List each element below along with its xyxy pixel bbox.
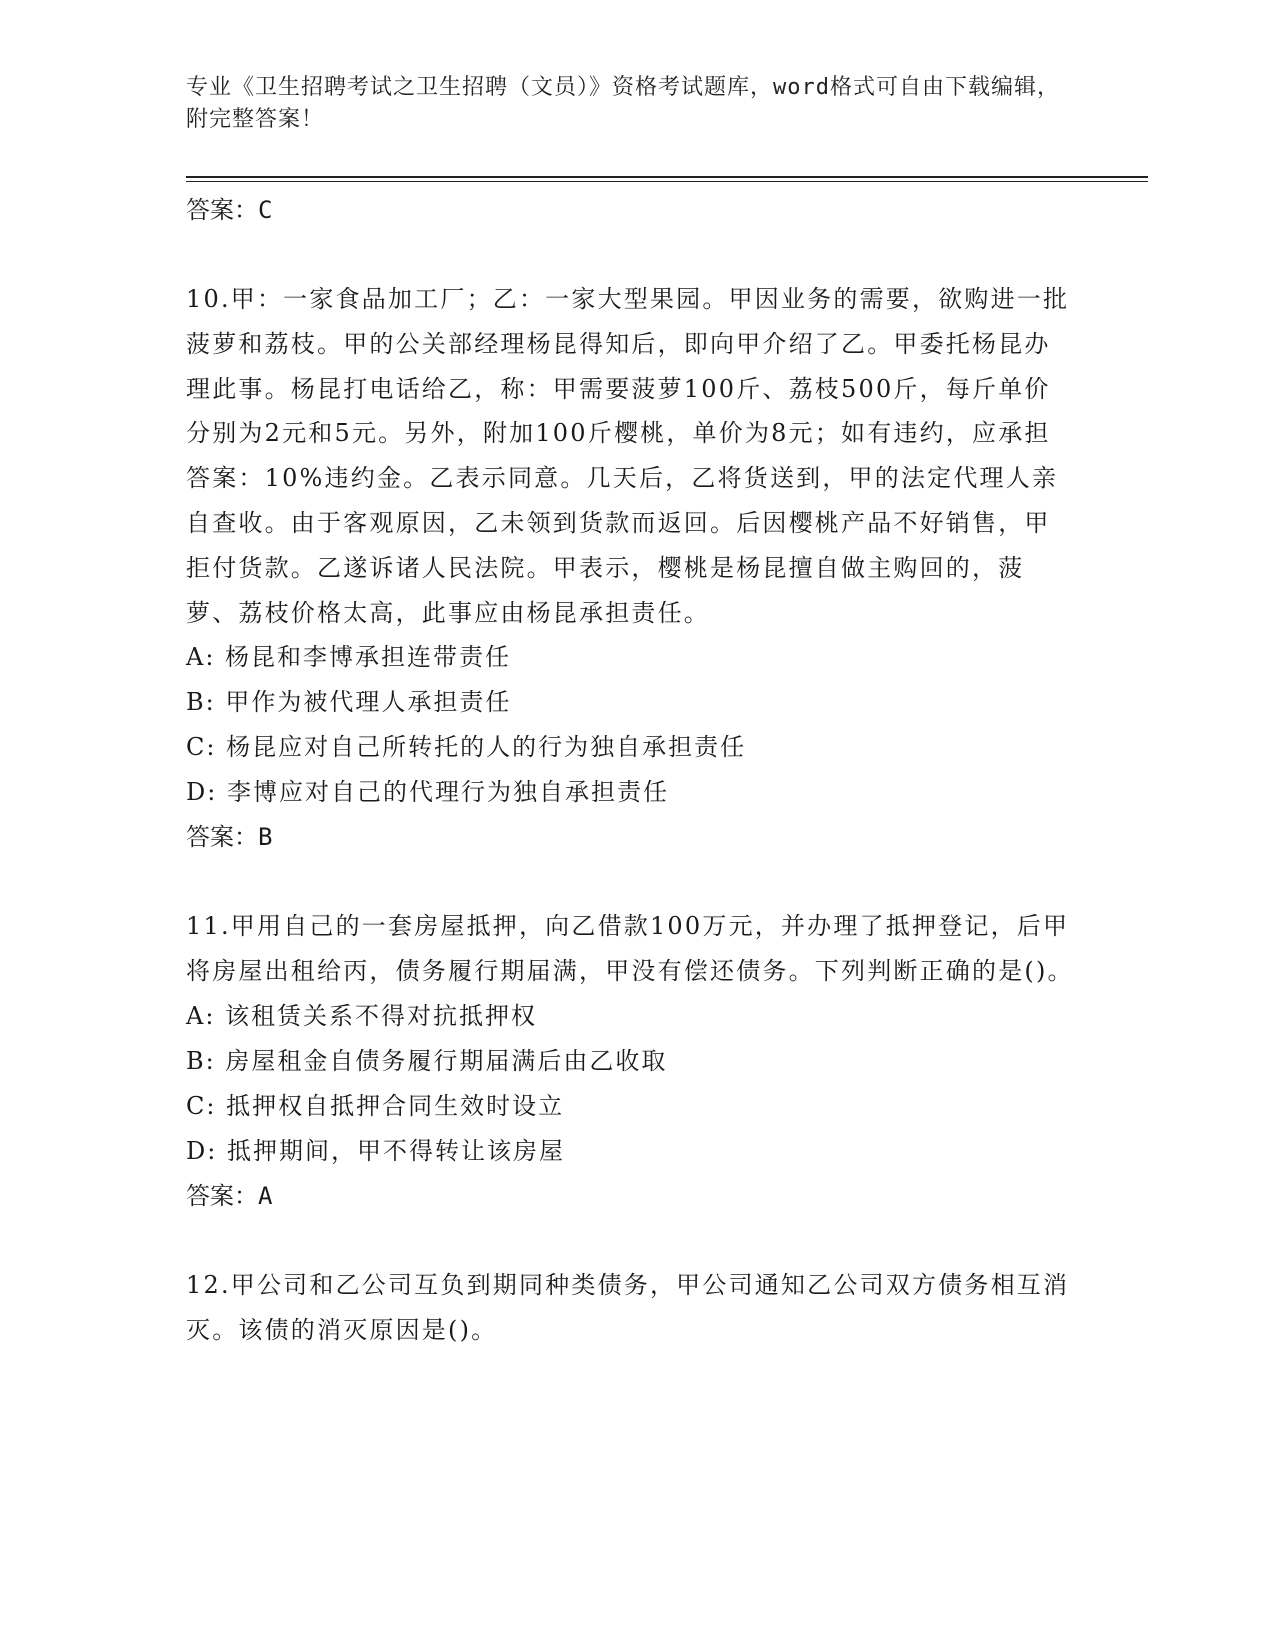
question-10-option-a: A: 杨昆和李博承担连带责任 bbox=[186, 643, 512, 672]
question-content bbox=[186, 188, 1076, 1353]
spacer bbox=[186, 859, 1076, 904]
question-10-option-c: C: 杨昆应对自己所转托的人的行为独自承担责任 bbox=[186, 733, 747, 762]
answer-label: 答案： bbox=[186, 1181, 258, 1210]
page-header: 专业《卫生招聘考试之卫生招聘（文员）》资格考试题库，word格式可自由下载编辑，附完整答案！ bbox=[186, 75, 1060, 132]
question-11-text: 11.甲用自己的一套房屋抵押，向乙借款100万元，并办理了抵押登记，后甲将房屋出租给丙，债务履行期届满，甲没有偿还债务。下列判断正确的是()。 bbox=[186, 912, 1074, 986]
header-divider bbox=[186, 176, 1148, 178]
question-11-option-b: B: 房屋租金自债务履行期届满后由乙收取 bbox=[186, 1046, 668, 1075]
question-10-answer bbox=[186, 815, 1076, 859]
question-10-option-b: B: 甲作为被代理人承担责任 bbox=[186, 688, 512, 717]
spacer bbox=[186, 1218, 1076, 1263]
question-11-option-c: C: 抵押权自抵押合同生效时设立 bbox=[186, 1091, 565, 1120]
answer-value: B bbox=[258, 823, 273, 852]
question-11-option-d: D: 抵押期间，甲不得转让该房屋 bbox=[186, 1136, 565, 1165]
answer-value: A bbox=[258, 1181, 273, 1210]
question-10-option-d: D: 李博应对自己的代理行为独自承担责任 bbox=[186, 778, 669, 807]
question-12-text: 12.甲公司和乙公司互负到期同种类债务，甲公司通知乙公司双方债务相互消灭。该债的消灭原因是()。 bbox=[186, 1270, 1070, 1344]
header-divider-thin bbox=[186, 181, 1148, 182]
question-11-answer bbox=[186, 1174, 1076, 1218]
question-10-text: 10.甲：一家食品加工厂；乙：一家大型果园。甲因业务的需要，欲购进一批菠萝和荔枝。甲的公关部经理杨昆得知后，即向甲介绍了乙。甲委托杨昆办理此事。杨昆打电话给乙，称：甲需要菠萝100斤、荔枝500斤，每斤单价分别为2元和5元。另外，附加100斤樱桃，单价为8元；如有违约，应承担答案：10%违约金。乙表示同意。几天后，乙将货送到，甲的法定代理人亲自查收。由于客观原因，乙未领到货款而返回。后因樱桃产品不好销售，甲拒付货款。乙遂诉诸人民法院。甲表示，樱桃是杨昆擅自做主购回的，菠萝、荔枝价格太高，此事应由杨昆承担责任。 bbox=[186, 285, 1070, 627]
answer-value: C bbox=[258, 196, 273, 224]
question-11-option-a: A: 该租赁关系不得对抗抵押权 bbox=[186, 1001, 538, 1030]
answer-label: 答案： bbox=[186, 823, 258, 852]
answer-line-prev bbox=[186, 188, 1076, 232]
spacer bbox=[186, 232, 1076, 277]
answer-label: 答案： bbox=[186, 196, 258, 224]
